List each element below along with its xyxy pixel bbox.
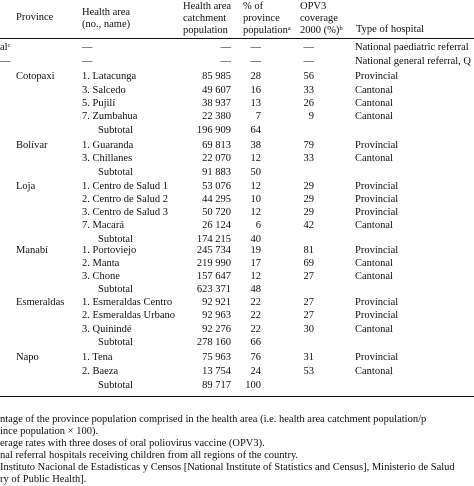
cell-area: Subtotal <box>98 284 134 295</box>
header-percent <box>243 1 291 37</box>
cell-pop: 22 380 <box>202 111 231 122</box>
cell-area: Subtotal <box>98 167 134 178</box>
cell-opv: 33 <box>303 85 314 96</box>
cell-pop: 38 937 <box>202 98 231 109</box>
cell-pop: — <box>220 56 231 67</box>
cell-type: Cantonal <box>355 85 393 96</box>
cell-province: Esmeraldas <box>16 297 65 308</box>
table-row <box>0 56 474 68</box>
cell-area: 7. Zumbahua <box>82 111 138 122</box>
cell-area: Subtotal <box>98 337 134 348</box>
cell-type: Cantonal <box>355 220 393 231</box>
cell-type: Provincial <box>355 194 399 205</box>
table-row <box>0 194 474 206</box>
cell-type: Provincial <box>355 352 399 363</box>
table-row <box>0 181 474 193</box>
cell-province: Bolívar <box>16 140 48 151</box>
cell-opv: 53 <box>303 366 314 377</box>
cell-area: 7. Macará <box>82 220 124 231</box>
cell-pct: 16 <box>250 85 261 96</box>
footnote-b: erage rates with three doses of oral poliovirus vaccine (OPV3). <box>0 438 265 449</box>
cell-pct: 100 <box>245 380 261 391</box>
table-row <box>0 271 474 283</box>
table-row <box>0 71 474 83</box>
cell-opv: 79 <box>303 140 314 151</box>
cell-pop: 174 215 <box>196 234 231 245</box>
header-catchment-line3: population <box>183 25 228 37</box>
footnote-source-cont: ry of Public Health]. <box>0 474 87 485</box>
cell-type: Cantonal <box>355 258 393 269</box>
cell-pct: 64 <box>250 125 261 136</box>
header-province-label: Province <box>16 12 54 23</box>
cell-pct: 12 <box>250 271 261 282</box>
cell-province: Manabí <box>16 245 49 256</box>
cell-opv: 27 <box>303 297 314 308</box>
cell-pct: 22 <box>250 310 261 321</box>
cell-opv: 69 <box>303 258 314 269</box>
cell-pct: 24 <box>250 366 261 377</box>
cell-area: 2. Baeza <box>82 366 119 377</box>
cell-area: Subtotal <box>98 125 134 136</box>
header-catchment-line2: catchment <box>183 13 227 25</box>
cell-area: 1. Esmeraldas Centro <box>82 297 173 308</box>
header-catchment <box>183 1 231 37</box>
cell-area: 3. Chillanes <box>82 153 133 164</box>
cell-province: alᶜ <box>0 42 11 53</box>
cell-type: National general referral, Q <box>355 56 472 67</box>
cell-pop: 13 754 <box>202 366 231 377</box>
cell-opv: — <box>303 42 314 53</box>
table-row <box>0 284 474 296</box>
cell-pct: — <box>250 42 261 53</box>
cell-opv: — <box>303 56 314 67</box>
footnotes <box>0 414 474 486</box>
header-province <box>16 12 53 24</box>
cell-type: Cantonal <box>355 98 393 109</box>
cell-area: 1. Guaranda <box>82 140 134 151</box>
table-row <box>0 297 474 309</box>
cell-pop: 89 717 <box>202 380 231 391</box>
cell-pct: 40 <box>250 234 261 245</box>
cell-area: 3. Quinindé <box>82 324 132 335</box>
cell-opv: 29 <box>303 207 314 218</box>
cell-pop: 278 160 <box>196 337 231 348</box>
cell-pct: 10 <box>250 194 261 205</box>
cell-area: 1. Latacunga <box>82 71 137 82</box>
cell-opv: 30 <box>303 324 314 335</box>
header-percent-line1: % of <box>243 1 264 12</box>
table-row <box>0 167 474 179</box>
cell-type: Cantonal <box>355 153 393 164</box>
header-percent-line3: populationᵃ <box>243 25 291 37</box>
cell-pop: 26 124 <box>202 220 231 231</box>
table-row <box>0 258 474 270</box>
cell-pct: 28 <box>250 71 261 82</box>
cell-pop: 92 276 <box>202 324 231 335</box>
cell-type: Provincial <box>355 310 399 321</box>
header-hospital-label: Type of hospital <box>356 24 425 35</box>
cell-area: — <box>82 56 93 67</box>
cell-area: 3. Centro de Salud 3 <box>82 207 169 218</box>
cell-province: Napo <box>16 352 39 363</box>
cell-pop: 219 990 <box>196 258 231 269</box>
cell-type: Cantonal <box>355 366 393 377</box>
cell-pop: 92 921 <box>202 297 231 308</box>
cell-area: 2. Manta <box>82 258 120 269</box>
cell-opv: 29 <box>303 194 314 205</box>
cell-area: 2. Esmeraldas Urbano <box>82 310 176 321</box>
cell-opv: 31 <box>303 352 314 363</box>
cell-pop: 92 963 <box>202 310 231 321</box>
cell-pop: — <box>220 42 231 53</box>
cell-area: 1. Centro de Salud 1 <box>82 181 169 192</box>
cell-type: Provincial <box>355 297 399 308</box>
cell-pct: — <box>250 56 261 67</box>
cell-province: Cotopaxi <box>16 71 55 82</box>
cell-area: Subtotal <box>98 380 134 391</box>
cell-opv: 33 <box>303 153 314 164</box>
cell-pct: 22 <box>250 324 261 335</box>
cell-type: Cantonal <box>355 111 393 122</box>
cell-pct: 76 <box>250 352 261 363</box>
cell-pop: 75 963 <box>202 352 231 363</box>
cell-opv: 56 <box>303 71 314 82</box>
cell-pct: 19 <box>250 245 261 256</box>
table-row <box>0 42 474 54</box>
table-row <box>0 366 474 378</box>
cell-area: 3. Chone <box>82 271 120 282</box>
cell-pct: 17 <box>250 258 261 269</box>
cell-opv: 9 <box>308 111 314 122</box>
cell-pop: 69 813 <box>202 140 231 151</box>
footnote-source: Instituto Nacional de Estadísticas y Censos [National Institute of Statistics and Census], Ministerio de Salud <box>0 462 455 473</box>
cell-opv: 29 <box>303 181 314 192</box>
cell-pop: 53 076 <box>202 181 231 192</box>
cell-pop: 245 734 <box>196 245 231 256</box>
cell-opv: 26 <box>303 98 314 109</box>
cell-area: 3. Salcedo <box>82 85 126 96</box>
cell-province: Loja <box>16 181 36 192</box>
cell-pct: 7 <box>255 111 261 122</box>
cell-type: Provincial <box>355 207 399 218</box>
cell-pct: 12 <box>250 207 261 218</box>
table-row <box>0 245 474 257</box>
cell-pop: 22 070 <box>202 153 231 164</box>
cell-pop: 50 720 <box>202 207 231 218</box>
table-row <box>0 98 474 110</box>
cell-area: 1. Tena <box>82 352 113 363</box>
header-health-area <box>82 7 130 31</box>
cell-opv: 81 <box>303 245 314 256</box>
header-health-area-line1: Health area <box>82 7 131 18</box>
header-catchment-line1: Health area <box>183 1 232 12</box>
cell-type: Provincial <box>355 71 399 82</box>
cell-type: Provincial <box>355 140 399 151</box>
table-row <box>0 310 474 322</box>
table-row <box>0 352 474 364</box>
header-rule <box>0 38 474 39</box>
cell-area: — <box>82 42 93 53</box>
cell-area: 5. Pujilí <box>82 98 116 109</box>
header-hospital <box>356 24 424 36</box>
table-row <box>0 207 474 219</box>
cell-type: Provincial <box>355 181 399 192</box>
cell-pop: 44 295 <box>202 194 231 205</box>
table-header <box>0 0 474 38</box>
cell-pop: 85 985 <box>202 71 231 82</box>
cell-pct: 50 <box>250 167 261 178</box>
footnote-c: nal referral hospitals receiving children from all regions of the country. <box>0 450 299 461</box>
cell-opv: 42 <box>303 220 314 231</box>
cell-pct: 48 <box>250 284 261 295</box>
cell-pop: 157 647 <box>196 271 231 282</box>
table-row <box>0 324 474 336</box>
footnote-a-cont: ince population × 100). <box>0 426 99 437</box>
bottom-rule <box>0 396 474 397</box>
table-row <box>0 125 474 137</box>
cell-type: Cantonal <box>355 271 393 282</box>
table-row <box>0 111 474 123</box>
cell-type: Provincial <box>355 245 399 256</box>
header-opv3-line1: OPV3 <box>300 1 327 12</box>
cell-area: 1. Portoviejo <box>82 245 137 256</box>
cell-pop: 49 607 <box>202 85 231 96</box>
cell-area: Subtotal <box>98 234 134 245</box>
header-opv3-line2: coverage <box>300 13 338 25</box>
header-health-area-line2: (no., name) <box>82 19 131 31</box>
cell-area: 2. Centro de Salud 2 <box>82 194 169 205</box>
cell-pop: 196 909 <box>196 125 231 136</box>
cell-pct: 38 <box>250 140 261 151</box>
cell-type: National paediatric referral <box>355 42 469 53</box>
cell-opv: 27 <box>303 271 314 282</box>
table-row <box>0 85 474 97</box>
table-row <box>0 380 474 392</box>
table-row <box>0 337 474 349</box>
cell-pct: 66 <box>250 337 261 348</box>
cell-pop: 91 883 <box>202 167 231 178</box>
cell-pct: 13 <box>250 98 261 109</box>
cell-pct: 22 <box>250 297 261 308</box>
cell-pop: 623 371 <box>196 284 231 295</box>
table-row <box>0 220 474 232</box>
header-percent-line2: province <box>243 13 280 25</box>
cell-pct: 6 <box>255 220 261 231</box>
footnote-a: ntage of the province population comprised in the health area (i.e. health area catchment population/p <box>0 414 427 425</box>
cell-province: — <box>0 56 11 67</box>
cell-type: Cantonal <box>355 324 393 335</box>
header-opv3 <box>300 1 343 37</box>
cell-opv: 27 <box>303 310 314 321</box>
table-row <box>0 153 474 165</box>
cell-pct: 12 <box>250 181 261 192</box>
cell-pct: 12 <box>250 153 261 164</box>
header-opv3-line3: 2000 (%)ᵇ <box>300 25 343 37</box>
table-row <box>0 140 474 152</box>
